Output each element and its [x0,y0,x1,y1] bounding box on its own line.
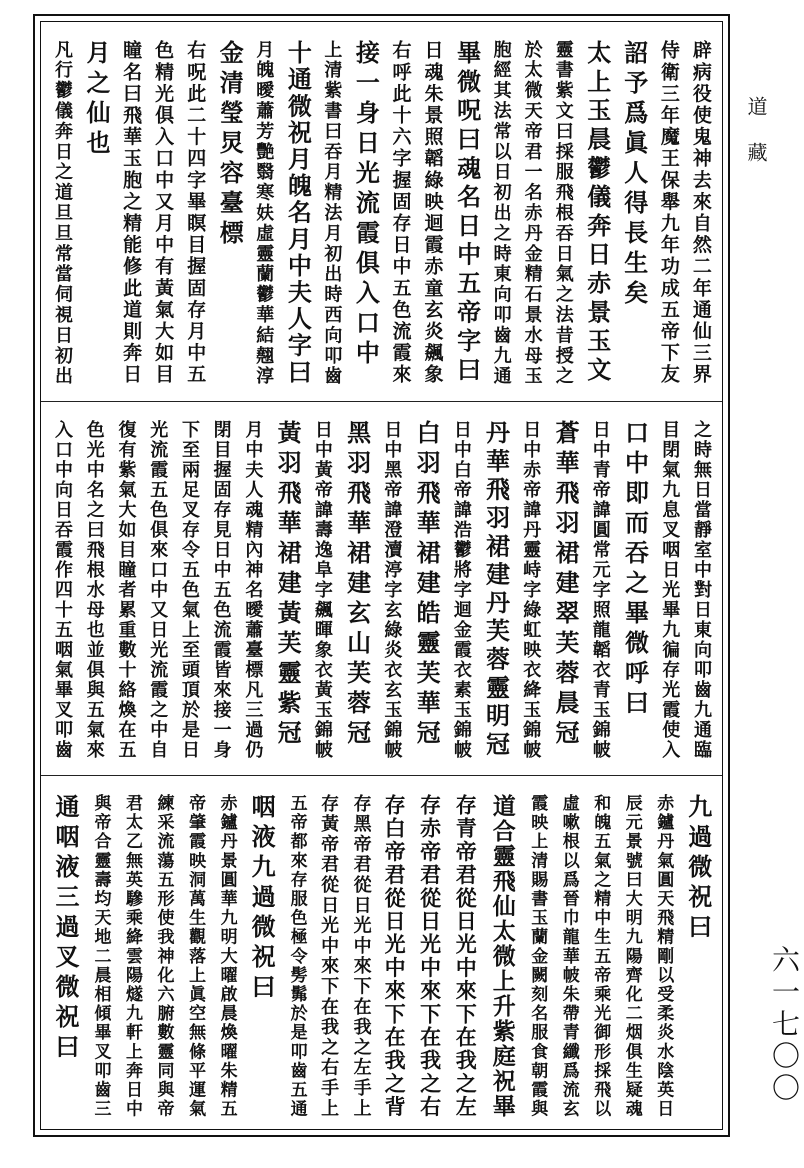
text-column: 存青帝君從日光中來下在我之左 [453,794,479,1119]
text-column: 存黃帝君從日光中來下在我之右手上 [318,794,340,1119]
text-column: 上清紫書曰吞月精法月初出時西向叩齒 [321,40,343,387]
text-column: 存赤帝君從日光中來下在我之右 [417,794,443,1119]
text-frame [40,21,723,1130]
text-column: 與帝合靈壽均天地二晨相傾畢叉叩齒三 [90,794,111,1119]
text-column: 帝肇霞映洞萬生觀落上眞空無條平運氣 [185,794,206,1119]
text-column: 十通微祝月魄名月中夫人字曰 [283,40,313,386]
text-column: 畢微呪曰魂名日中五帝字曰 [452,40,482,386]
text-column: 存白帝君從日光中來下在我之背 [382,794,408,1119]
text-column: 日中黃帝諱壽逸阜字飆暉象衣黃玉錦帔 [311,420,333,760]
text-column: 太上玉晨鬱儀奔日赤景玉文 [582,40,612,386]
text-column: 口中即而吞之畢微呼曰 [620,420,650,720]
text-column: 五帝都來存服色極令髣髴於是叩齒五通 [286,794,307,1119]
page-number: 六一七〇〇 [768,945,801,1105]
text-column: 辟病役使鬼神去來自然二年通仙三界 [689,40,712,386]
text-column: 日中青帝諱圓常元字照龍韜衣青玉錦帔 [589,420,611,760]
text-column: 九過微祝曰 [683,794,713,944]
text-column: 下至兩足叉存令五色氣上至頭頂於是日 [178,420,200,760]
text-column: 右呪此二十四字畢瞑目握固存月中五 [184,40,207,386]
text-column: 蒼華飛羽裙建翠芙蓉晨冠 [551,420,581,750]
text-column: 月魄曖蕭芳艷翳寒妋虛靈蘭鬱華結翹淳 [253,40,275,387]
text-column: 通咽液三過叉微祝曰 [51,794,80,1064]
text-column: 侍衛三年魔王保舉九年功成五帝下友 [657,40,680,386]
upper-register [41,22,722,400]
text-column: 練采流蕩五形使我神化六腑數靈同與帝 [153,794,174,1119]
text-column: 月中夫人魂精內神名曖蕭臺標凡三過仍 [242,420,264,760]
text-column: 閉目握固存見日中五色流霞皆來接一身 [210,420,232,760]
page-border [33,14,730,1137]
text-column: 之時無日當靜室中對日東向叩齒九通臨 [690,420,712,760]
text-column: 詔予爲眞人得長生矣 [619,40,649,310]
middle-register [41,402,722,774]
text-column: 金清瑩炅容臺標 [215,40,245,250]
text-column: 赤鑪丹氣圓天飛精剛以受柔炎水陰英日 [653,794,674,1119]
text-column: 和魄五氣之精中生五帝乘光御形採飛以 [590,794,611,1119]
text-column: 瞳名曰飛華玉胞之精能修此道則奔日 [120,40,143,386]
text-column: 黃羽飛華裙建黃芙靈紫冠 [273,420,303,750]
text-column: 光流霞五色俱來口中又日光流霞之中自 [147,420,169,760]
text-column: 於太微天帝君一名赤丹金精石景水母玉 [521,40,543,387]
text-column: 黑羽飛華裙建玄山芙蓉冠 [342,420,372,750]
text-column: 赤鑪丹景圓華九明大曜啟晨煥曜朱精五 [216,794,237,1119]
text-column: 存黑帝君從日光中來下在我之左手上 [350,794,372,1119]
text-column: 白羽飛華裙建皓靈芙華冠 [412,420,442,750]
text-column: 虛嗽根以爲晉巾龍華帔朱帶青纖爲流玄 [558,794,579,1119]
text-column: 右呼此十六字握固存日中五色流霞來 [389,40,412,386]
collection-title: 道藏 [744,96,768,188]
text-column: 日魂朱景照韜綠映迴霞赤童玄炎飆象 [421,40,444,386]
text-column: 胞經其法常以日初出之時東向叩齒九通 [490,40,512,387]
text-column: 色精光俱入口中又月中有黃氣大如目 [152,40,175,386]
text-column: 日中黑帝諱澄瀆渟字玄綠炎衣玄玉錦帔 [381,420,403,760]
text-column: 日中白帝諱浩鬱將字迴金霞衣素玉錦帔 [450,420,472,760]
text-column: 靈書紫文曰採服飛根吞日氣之法昔授之 [552,40,574,387]
text-column: 辰元景號曰大明九陽齊化二烟俱生疑魂 [621,794,642,1119]
text-column: 接一身日光流霞俱入口中 [351,40,381,370]
lower-register [41,776,722,1133]
text-column: 入口中向日吞霞作四十五咽氣畢叉叩齒 [52,420,73,760]
text-column: 道合靈飛仙太微上升紫庭祝畢 [488,794,516,1119]
text-column: 日中赤帝諱丹靈峙字綠虹映衣絳玉錦帔 [520,420,542,760]
text-column: 咽液九過微祝曰 [247,794,277,1004]
text-column: 丹華飛羽裙建丹芙蓉靈明冠 [481,420,511,760]
text-column: 凡行鬱儀奔日之道旦旦常當伺視日初出 [52,40,73,387]
text-column: 君太乙無英驂乘絳雲陽燧九軒上奔日中 [122,794,143,1119]
text-column: 復有紫氣大如目瞳者累重數十絡煥在五 [115,420,137,760]
text-column: 目閉氣九息叉咽日光畢九徧存光霞使入 [659,420,681,760]
text-column: 霞映上清賜書玉蘭金闕刻名服食朝霞與 [527,794,548,1119]
text-column: 月之仙也 [82,40,112,160]
text-column: 色光中名之曰飛根水母也並俱與五氣來 [83,420,105,760]
